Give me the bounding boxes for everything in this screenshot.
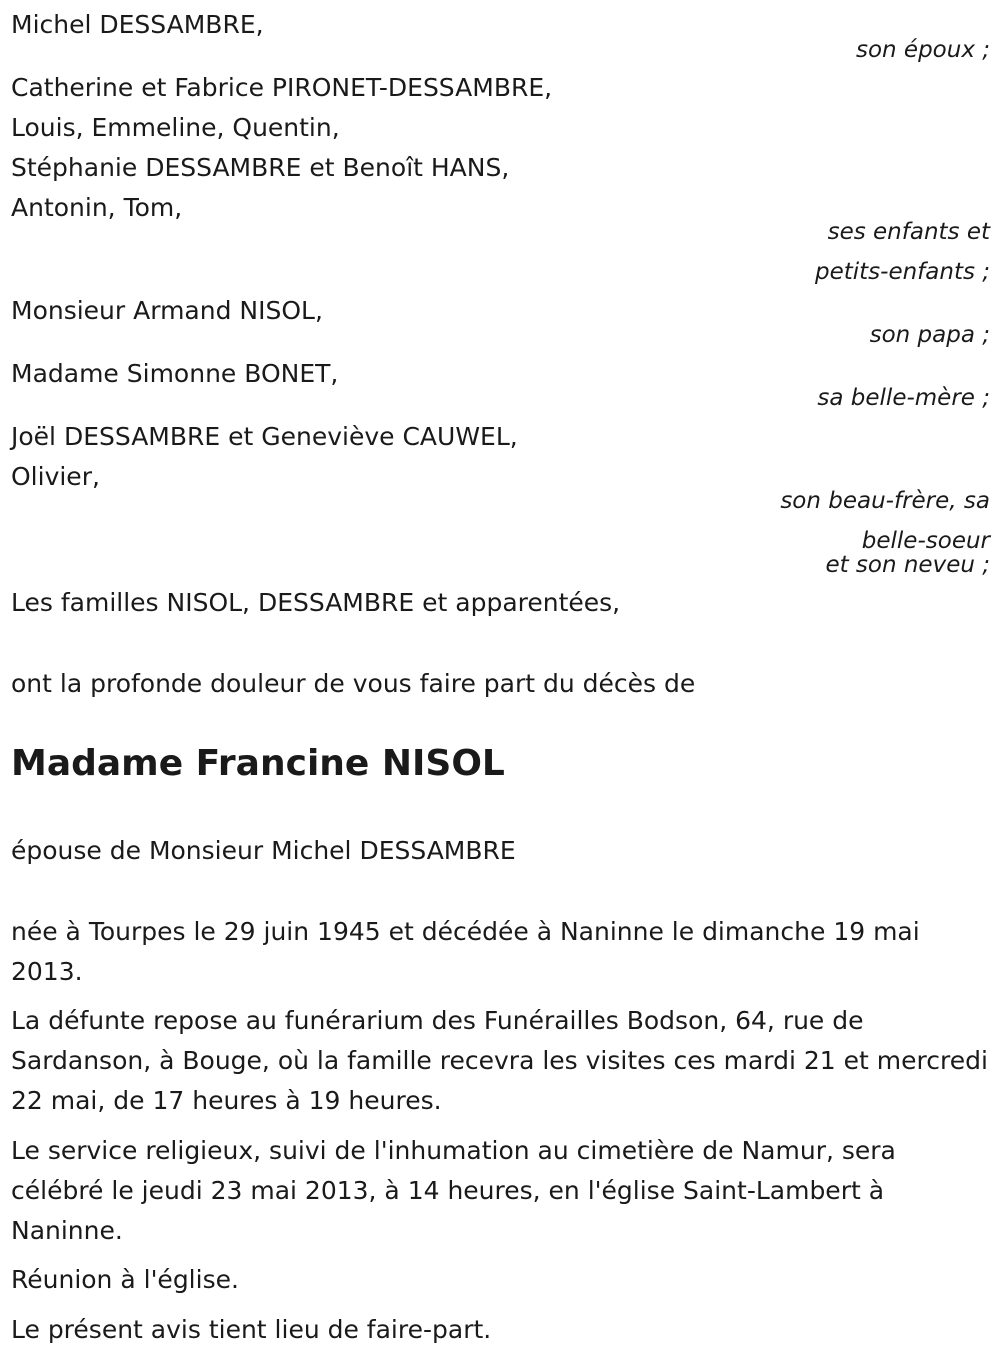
spouse-name: Michel DESSAMBRE, bbox=[11, 10, 264, 39]
service-paragraph: Le service religieux, suivi de l'inhumation au cimetière de Namur, sera célébré le jeudi 23 mai 2013, à 14 heures, en l'église Saint-Lambert à Naninne. bbox=[11, 1136, 896, 1245]
children-line: Catherine et Fabrice PIRONET-DESSAMBRE, bbox=[11, 73, 553, 102]
in-laws-relation: belle-soeur bbox=[861, 528, 990, 554]
in-laws-relation: son beau-frère, sa bbox=[780, 488, 990, 514]
birth-death-paragraph: née à Tourpes le 29 juin 1945 et décédée à Naninne le dimanche 19 mai 2013. bbox=[11, 917, 920, 986]
in-laws-line: Joël DESSAMBRE et Geneviève CAUWEL, bbox=[11, 422, 518, 451]
notice-line: Le présent avis tient lieu de faire-part. bbox=[11, 1315, 492, 1344]
children-line: Louis, Emmeline, Quentin, bbox=[11, 113, 340, 142]
father-relation: son papa ; bbox=[869, 322, 990, 348]
spouse-of: épouse de Monsieur Michel DESSAMBRE bbox=[11, 836, 516, 865]
children-relation: petits-enfants ; bbox=[814, 259, 990, 285]
deceased-name: Madame Francine NISOL bbox=[11, 743, 505, 784]
mother-in-law-name: Madame Simonne BONET, bbox=[11, 359, 339, 388]
in-laws-relation: et son neveu ; bbox=[825, 552, 990, 578]
father-name: Monsieur Armand NISOL, bbox=[11, 296, 323, 325]
in-laws-line: Olivier, bbox=[11, 462, 100, 491]
mother-in-law-relation: sa belle-mère ; bbox=[817, 385, 990, 411]
viewing-paragraph: La défunte repose au funérarium des Funérailles Bodson, 64, rue de Sardanson, à Bouge, où la famille recevra les visites ces mardi 21 et mercredi 22 mai, de 17 heures à 19 heures. bbox=[11, 1006, 988, 1115]
children-line: Stéphanie DESSAMBRE et Benoît HANS, bbox=[11, 153, 510, 182]
children-relation: ses enfants et bbox=[827, 219, 990, 245]
children-line: Antonin, Tom, bbox=[11, 193, 183, 222]
announcement-intro: ont la profonde douleur de vous faire part du décès de bbox=[11, 669, 696, 698]
gathering-line: Réunion à l'église. bbox=[11, 1265, 239, 1294]
families-line: Les familles NISOL, DESSAMBRE et apparentées, bbox=[11, 588, 621, 617]
spouse-relation: son époux ; bbox=[855, 37, 990, 63]
